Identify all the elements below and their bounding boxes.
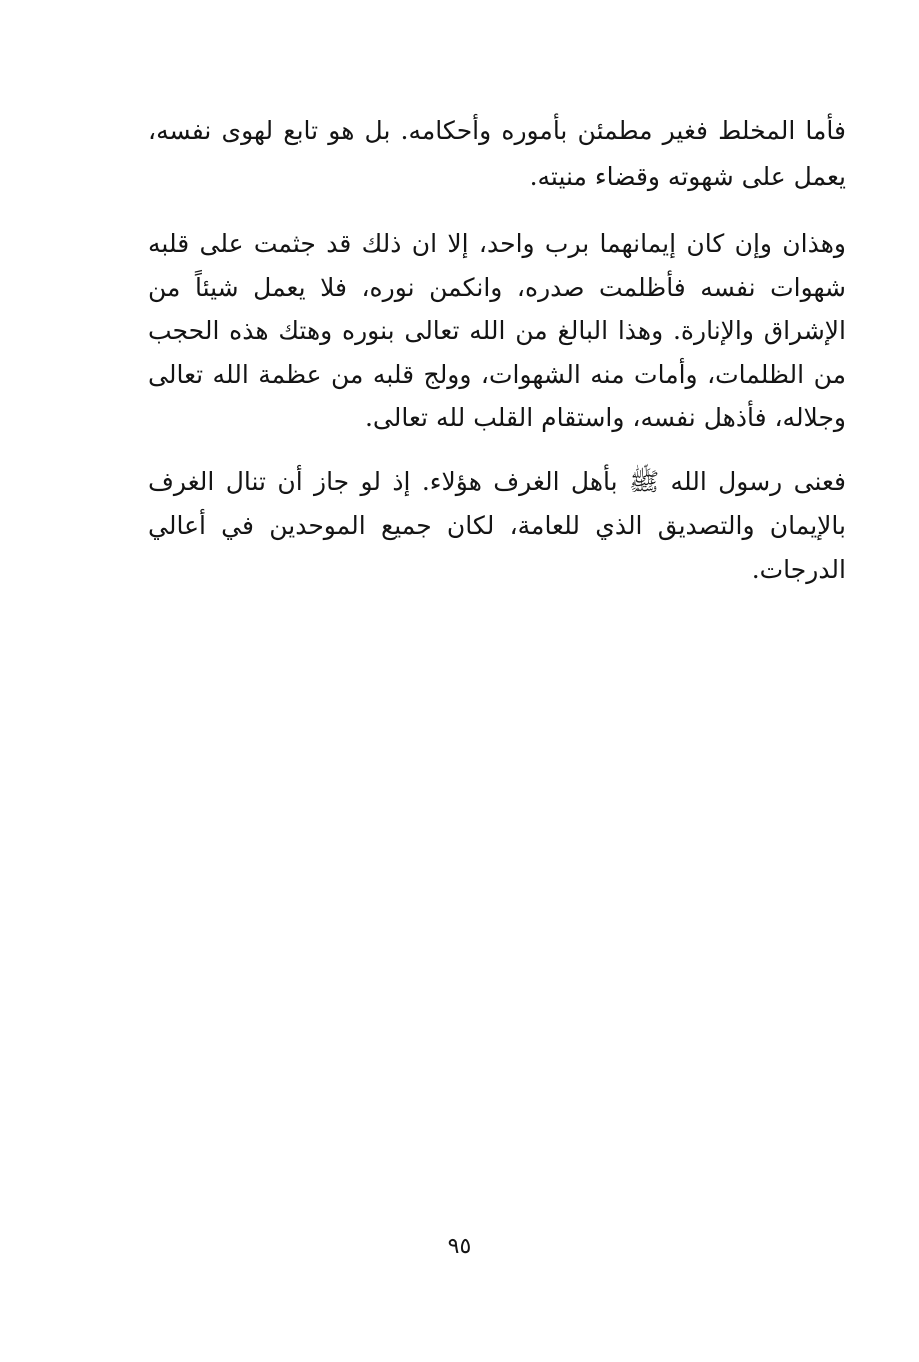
paragraph-2: وهذان وإن كان إيمانهما برب واحد، إلا ان ذلك قد جثمت على قلبه شهوات نفسه فأظلمت صدره، وانكمن نوره، فلا يعمل شيئاً من الإشراق والإنارة. وهذا البالغ من الله تعالى بنوره وهتك هذه الحجب من الظلمات، وأمات منه الشهوات، وولج قلبه من عظمة الله تعالى وجلاله، فأذهل نفسه، واستقام القلب لله تعالى.: [148, 229, 846, 432]
paragraph-1: فأما المخلط فغير مطمئن بأموره وأحكامه. بل هو تابع لهوى نفسه، يعمل على شهوته وقضاء منيته.: [148, 116, 846, 191]
page-number: ٩٥: [447, 1234, 472, 1259]
body-text: [148, 108, 846, 592]
paragraph-3: فعنى رسول الله ﷺ بأهل الغرف هؤلاء. إذ لو جاز أن تنال الغرف بالإيمان والتصديق الذي للعامة، لكان جميع الموحدين في أعالي الدرجات.: [148, 466, 846, 584]
